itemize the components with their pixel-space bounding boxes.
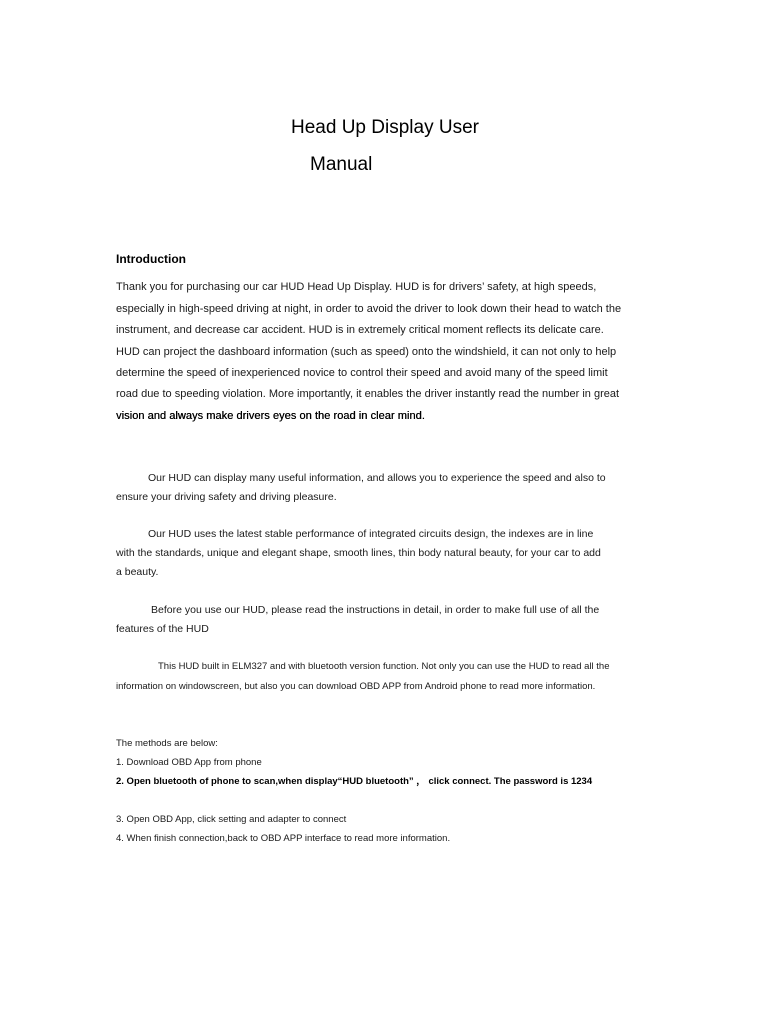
- elm327-line: information on windowscreen, but also you can download OBD APP from Android phone to read more information.: [116, 681, 596, 692]
- intro-line: Thank you for purchasing our car HUD Head Up Display. HUD is for drivers’ safety, at high speeds,: [116, 281, 597, 293]
- intro-line: HUD can project the dashboard information (such as speed) onto the windshield, it can not only to help: [116, 346, 617, 358]
- design-line: Our HUD uses the latest stable performance of integrated circuits design, the indexes are in line: [148, 528, 594, 540]
- intro-line: determine the speed of inexperienced novice to control their speed and avoid many of the speed limit: [116, 367, 608, 379]
- instructions-line: features of the HUD: [116, 623, 209, 635]
- intro-line: especially in high-speed driving at night, in order to avoid the driver to look down their head to watch the: [116, 303, 622, 315]
- display-line: ensure your driving safety and driving pleasure.: [116, 491, 337, 503]
- intro-line: road due to speeding violation. More importantly, it enables the driver instantly read the number in great: [116, 388, 620, 400]
- intro-line: vision and always make drivers eyes on the road in clear mind.: [116, 410, 425, 422]
- intro-line: instrument, and decrease car accident. HUD is in extremely critical moment reflects its delicate care.: [116, 324, 604, 336]
- method-step: 3. Open OBD App, click setting and adapter to connect: [116, 814, 347, 825]
- introduction-heading: Introduction: [116, 252, 186, 266]
- method-step: 1. Download OBD App from phone: [116, 757, 262, 768]
- methods-intro: The methods are below:: [116, 738, 218, 749]
- design-line: with the standards, unique and elegant shape, smooth lines, thin body natural beauty, for your car to add: [116, 547, 601, 559]
- instructions-line: Before you use our HUD, please read the instructions in detail, in order to make full use of all the: [151, 604, 600, 616]
- method-step: 2. Open bluetooth of phone to scan,when display“HUD bluetooth” ， click connect. The password is 1234: [116, 776, 593, 787]
- method-step: 4. When finish connection,back to OBD APP interface to read more information.: [116, 833, 451, 844]
- elm327-line: This HUD built in ELM327 and with bluetooth version function. Not only you can use the HUD to read all the: [158, 661, 610, 672]
- document-title-line-1: Head Up Display User: [291, 117, 479, 138]
- design-line: a beauty.: [116, 566, 159, 578]
- display-line: Our HUD can display many useful information, and allows you to experience the speed and also to: [148, 472, 606, 484]
- document-title-line-2: Manual: [310, 154, 373, 175]
